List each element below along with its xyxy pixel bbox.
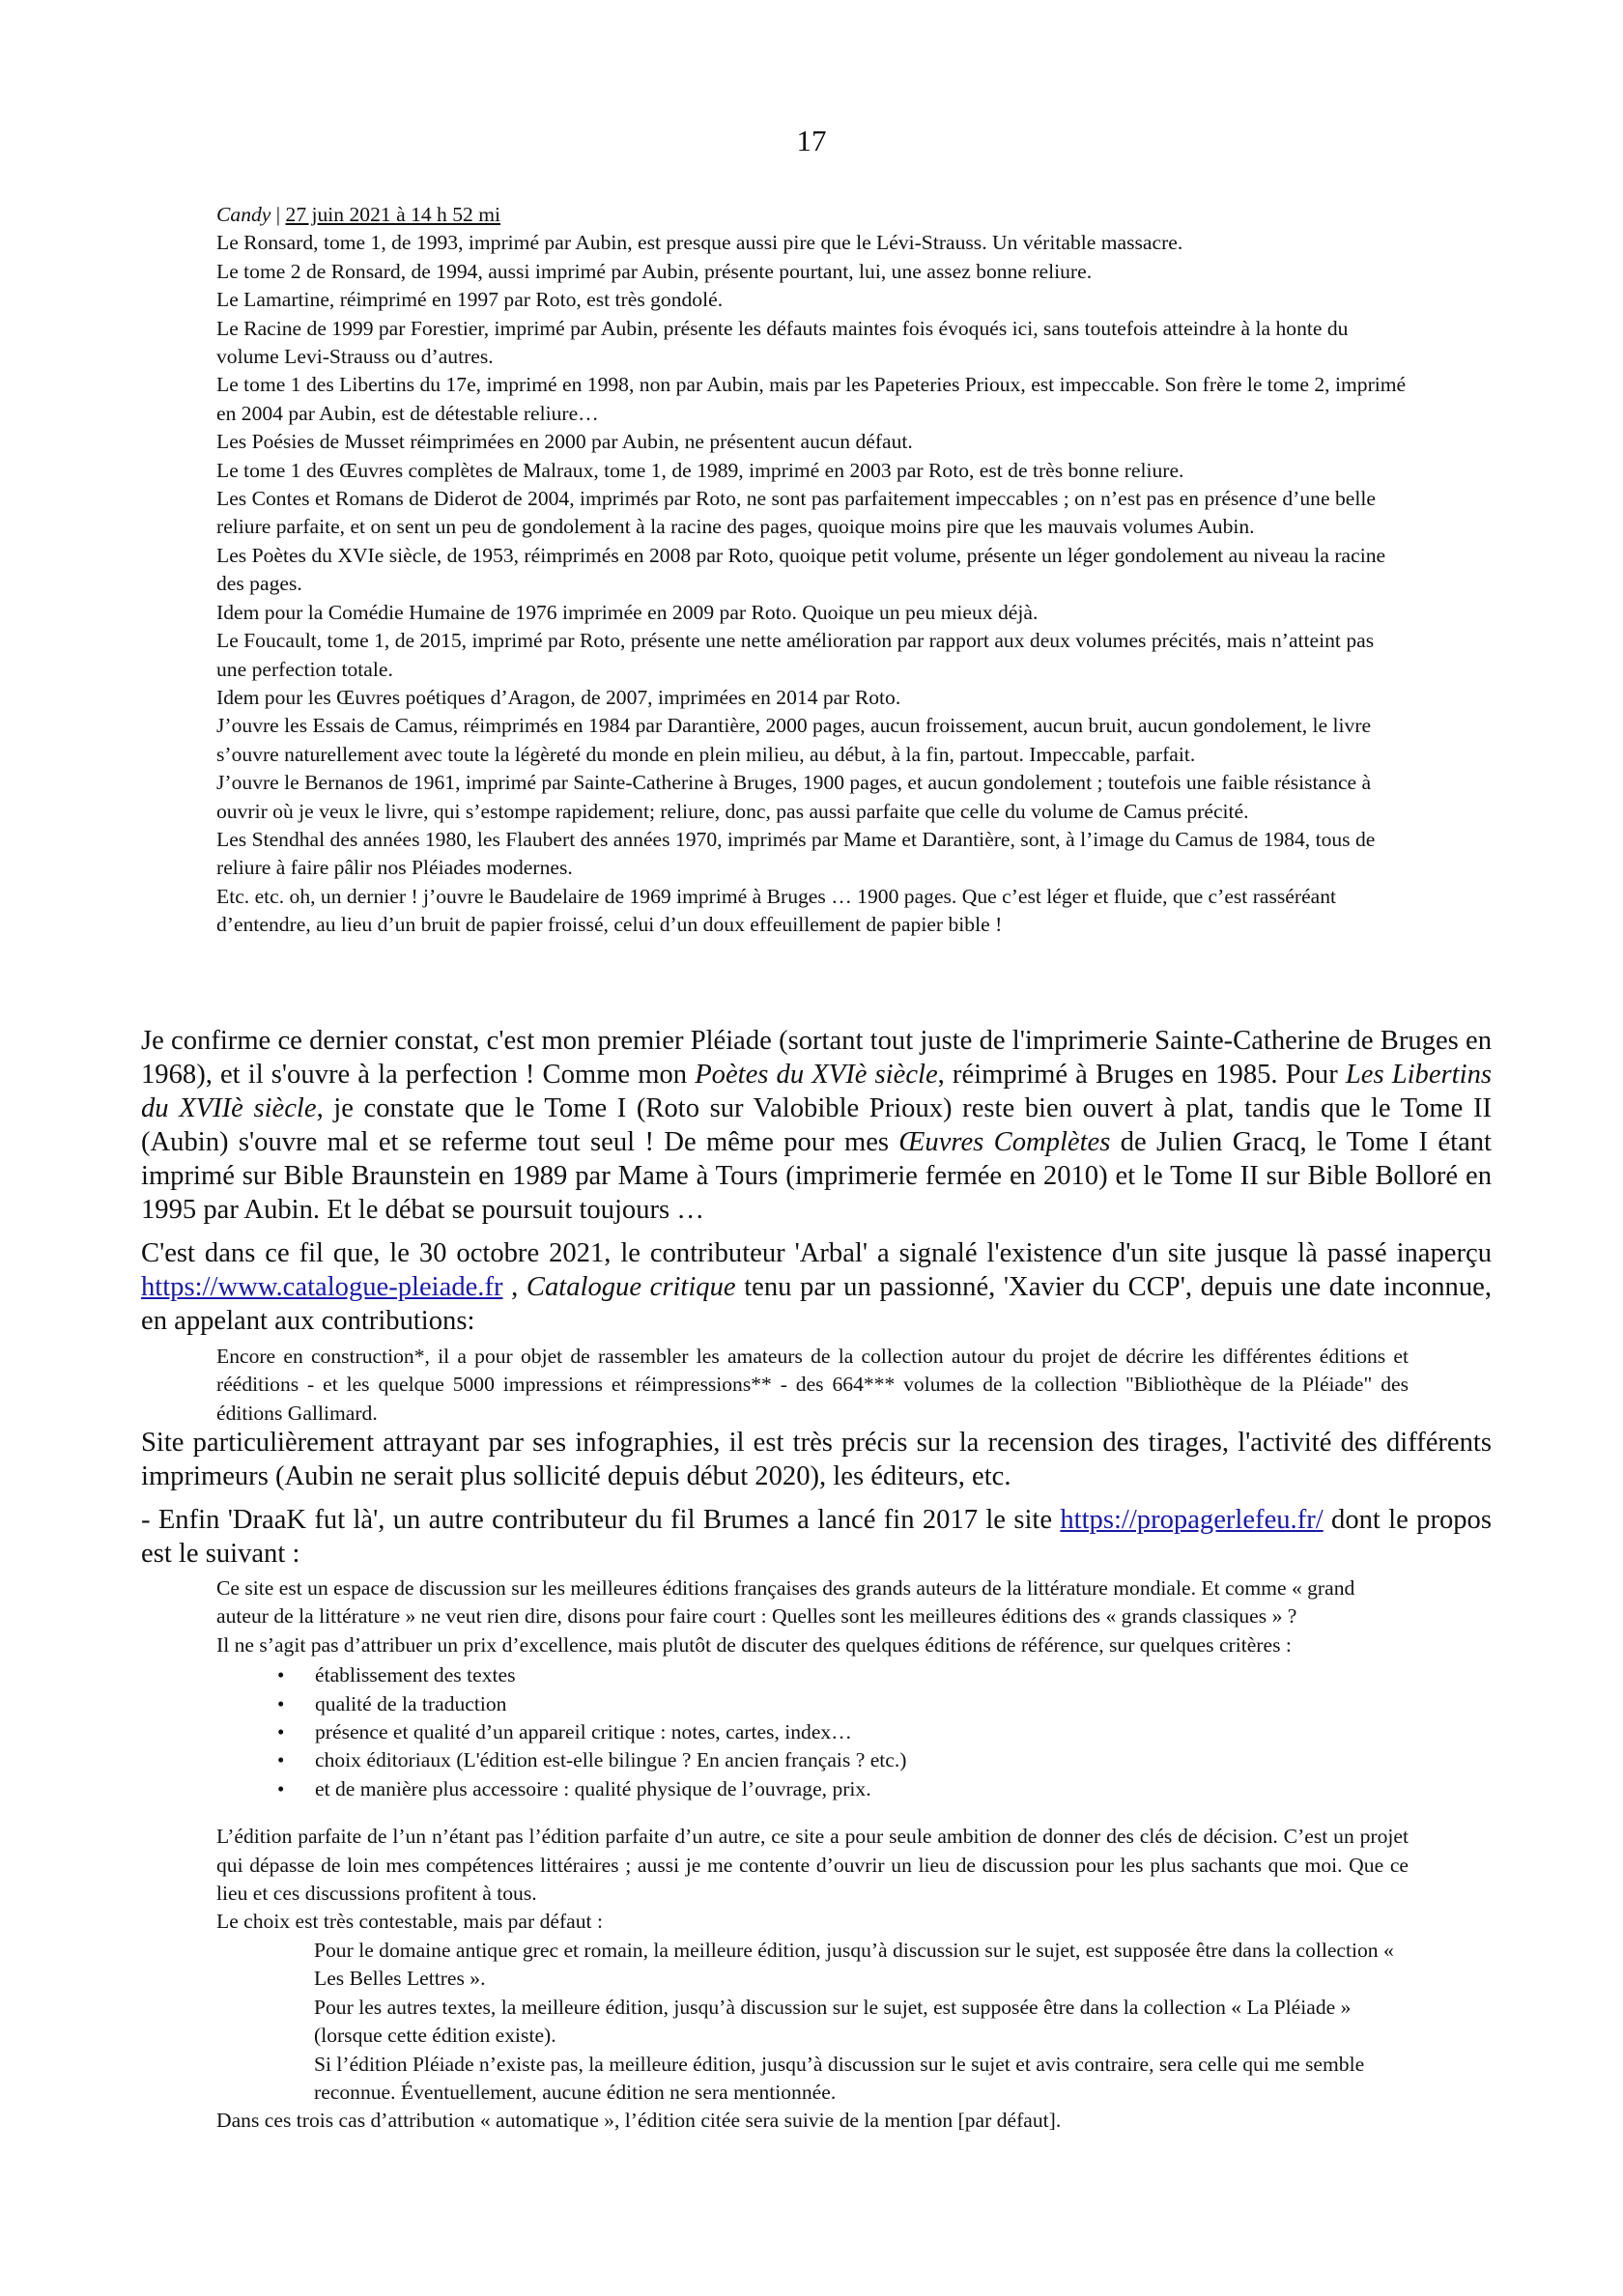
paragraph-infographics: Site particulièrement attrayant par ses infographies, il est très précis sur la recension des tirages, l'activité des différents imprimeurs (Aubin ne serait plus sollicité depuis début 2020), les éditeurs, etc. (141, 1428, 1492, 1491)
site-title: Catalogue critique (526, 1272, 736, 1302)
site-default-choice: Le choix est très contestable, mais par défaut : (216, 1910, 603, 1934)
paragraph-confirmation: Je confirme ce dernier constat, c'est mon premier Pléiade (sortant tout juste de l'imprimerie Sainte-Catherine de Bruges en 1968), et il s'ouvre à la perfection ! Comme mon Poètes du XVIè siècle, réimprimé à Bruges en 1985. Pour Les Libertins du XVIIè siècle, je constate que le Tome I (Roto sur Valobible Prioux) reste bien ouvert à plat, tandis que le Tome II (Aubin) s'ouvre mal et se referme tout seul ! De même pour mes Œuvres Complètes de Julien Gracq, le Tome I étant imprimé sur Bible Braunstein en 1989 par Mame à Tours (imprimerie fermée en 2010) et le Tome II sur Bible Bolloré en 1995 par Aubin. Et le débat se poursuit toujours … (141, 1026, 1493, 1225)
default-rule: Si l’édition Pléiade n’existe pas, la meilleure édition, jusqu’à discussion sur le sujet et avis contraire, sera celle qui me semble reconnue. Éventuellement, aucune édition ne sera mentionnée. (314, 2052, 1365, 2104)
body-section-1 (141, 1024, 1492, 1338)
quoted-site-description (216, 1574, 1409, 2136)
comment-separator: | (270, 203, 286, 226)
comment-line: J’ouvre les Essais de Camus, réimprimés en 1984 par Darantière, 2000 pages, aucun froissement, aucun bruit, aucun gondolement, le livre s’ouvre naturellement avec toute la légèreté du monde en plein milieu, au début, à la fin, partout. Impeccable, parfait. (216, 714, 1372, 766)
comment-line: J’ouvre le Bernanos de 1961, imprimé par Sainte-Catherine à Bruges, 1900 pages, et aucun gondolement ; toutefois une faible résistance à ouvrir où je veux le livre, qui s’estompe rapidement; reliure, donc, pas aussi parfaite que celle du volume de Camus précité. (216, 771, 1372, 823)
comment-line: Le Racine de 1999 par Forestier, imprimé par Aubin, présente les défauts maintes fois évoqués ici, sans toutefois atteindre à la honte du volume Levi-Strauss ou d’autres. (216, 316, 1349, 369)
list-item: • choix éditoriaux (L'édition est-elle bilingue ? En ancien français ? etc.) (315, 1746, 1409, 1774)
propagerlefeu-link[interactable]: https://propagerlefeu.fr/ (1060, 1505, 1324, 1535)
list-item: • qualité de la traduction (315, 1690, 1409, 1718)
comment-line: Idem pour la Comédie Humaine de 1976 imprimée en 2009 par Roto. Quoique un peu mieux déjà. (216, 600, 1039, 624)
comment-line: Le tome 1 des Libertins du 17e, imprimé en 1998, non par Aubin, mais par les Papeteries Prioux, est impeccable. Son frère le tome 2, imprimé en 2004 par Aubin, est de détestable reliure… (216, 373, 1407, 425)
comment-line: Les Poètes du XVIe siècle, de 1953, réimprimés en 2008 par Roto, quoique petit volume, présente un léger gondolement au niveau la racine des pages. (216, 543, 1386, 596)
comment-line: Le tome 2 de Ronsard, de 1994, aussi imprimé par Aubin, présente pourtant, lui, une assez bonne reliure. (216, 259, 1093, 283)
list-item: • et de manière plus accessoire : qualité physique de l’ouvrage, prix. (315, 1775, 1409, 1803)
comment-line: Idem pour les Œuvres poétiques d’Aragon, de 2007, imprimées en 2014 par Roto. (216, 685, 901, 709)
body-section-2 (141, 1426, 1492, 1571)
comment-line: Le Ronsard, tome 1, de 1993, imprimé par Aubin, est presque aussi pire que le Lévi-Strauss. Un véritable massacre. (216, 231, 1183, 255)
site-default-mention: Dans ces trois cas d’attribution « automatique », l’édition citée sera suivie de la mention [par défaut]. (216, 2109, 1062, 2133)
comment-date[interactable]: 27 juin 2021 à 14 h 52 mi (285, 203, 501, 226)
criteria-list (216, 1661, 1409, 1803)
default-rule: Pour les autres textes, la meilleure édition, jusqu’à discussion sur le sujet, est supposée être dans la collection « La Pléiade » (lorsque cette édition existe). (314, 1995, 1352, 2048)
list-item: • présence et qualité d’un appareil critique : notes, cartes, index… (315, 1718, 1409, 1746)
book-title: Les Libertins du XVIIè siècle (141, 1060, 1492, 1123)
default-rule: Pour le domaine antique grec et romain, la meilleure édition, jusqu’à discussion sur le sujet, est supposée être dans la collection « Les Belles Lettres ». (314, 1938, 1394, 1991)
comment-author: Candy (216, 203, 271, 226)
site-intro: Ce site est un espace de discussion sur les meilleures éditions françaises des grands auteurs de la littérature mondiale. Et comme « grand auteur de la littérature » ne veut rien dire, disons pour faire court : Quelles sont les meilleures éditions des « grands classiques » ? (216, 1576, 1355, 1629)
comment-header (216, 201, 1409, 229)
quoted-catalogue-description: Encore en construction*, il a pour objet de rassembler les amateurs de la collection autour du projet de décrire les différentes éditions et rééditions - et les quelque 5000 impressions et réimpressions** - des 664*** volumes de la collection "Bibliothèque de la Pléiade" des éditions Gallimard. (216, 1345, 1409, 1425)
comment-line: Les Stendhal des années 1980, les Flaubert des années 1970, imprimés par Mame et Darantière, sont, à l’image du Camus de 1984, tous de reliure à faire pâlir nos Pléiades modernes. (216, 827, 1376, 880)
comment-line: Le tome 1 des Œuvres complètes de Malraux, tome 1, de 1989, imprimé en 2003 par Roto, est de très bonne reliure. (216, 458, 1184, 482)
site-ambition: L’édition parfaite de l’un n’étant pas l’édition parfaite d’un autre, ce site a pour seule ambition de donner des clés de décision. C’est un projet qui dépasse de loin mes compétences littéraires ; aussi je me contente d’ouvrir un lieu de discussion pour les plus sachants que moi. Que ce lieu et ces discussions profitent à tous. (216, 1825, 1409, 1906)
comment-line: Le Foucault, tome 1, de 2015, imprimé par Roto, présente une nette amélioration par rapport aux deux volumes précités, mais n’atteint pas une perfection totale. (216, 629, 1375, 681)
comment-line: Le Lamartine, réimprimé en 1997 par Roto, est très gondolé. (216, 288, 724, 312)
book-title: Œuvres Complètes (898, 1127, 1111, 1157)
site-intro-2: Il ne s’agit pas d’attribuer un prix d’excellence, mais plutôt de discuter des quelques éditions de référence, sur quelques critères : (216, 1632, 1292, 1657)
quoted-comment (216, 201, 1409, 940)
comment-line: Etc. etc. oh, un dernier ! j’ouvre le Baudelaire de 1969 imprimé à Bruges … 1900 pages. Que c’est léger et fluide, que c’est rasséréant d’entendre, au lieu d’un bruit de papier froissé, celui d’un doux effeuillement de papier bible ! (216, 884, 1337, 937)
comment-line: Les Poésies de Musset réimprimées en 2000 par Aubin, ne présentent aucun défaut. (216, 430, 913, 454)
catalogue-pleiade-link[interactable]: https://www.catalogue-pleiade.fr (141, 1272, 503, 1302)
page-number: 17 (796, 124, 827, 157)
paragraph-propagerlefeu: - Enfin 'DraaK fut là', un autre contributeur du fil Brumes a lancé fin 2017 le site https://propagerlefeu.fr/ dont le propos est le suivant : (141, 1505, 1492, 1569)
comment-line: Les Contes et Romans de Diderot de 2004, imprimés par Roto, ne sont pas parfaitement impeccables ; on n’est pas en présence d’une belle reliure parfaite, et on sent un peu de gondolement à la racine des pages, quoique moins pire que les mauvais volumes Aubin. (216, 487, 1376, 539)
list-item: • établissement des textes (315, 1661, 1409, 1689)
book-title: Poètes du XVIè siècle (695, 1060, 938, 1090)
paragraph-catalogue: C'est dans ce fil que, le 30 octobre 2021, le contributeur 'Arbal' a signalé l'existence d'un site jusque là passé inaperçu https://www.catalogue-pleiade.fr , Catalogue critique tenu par un passionné, 'Xavier du CCP', depuis une date inconnue, en appelant aux contributions: (141, 1238, 1492, 1336)
